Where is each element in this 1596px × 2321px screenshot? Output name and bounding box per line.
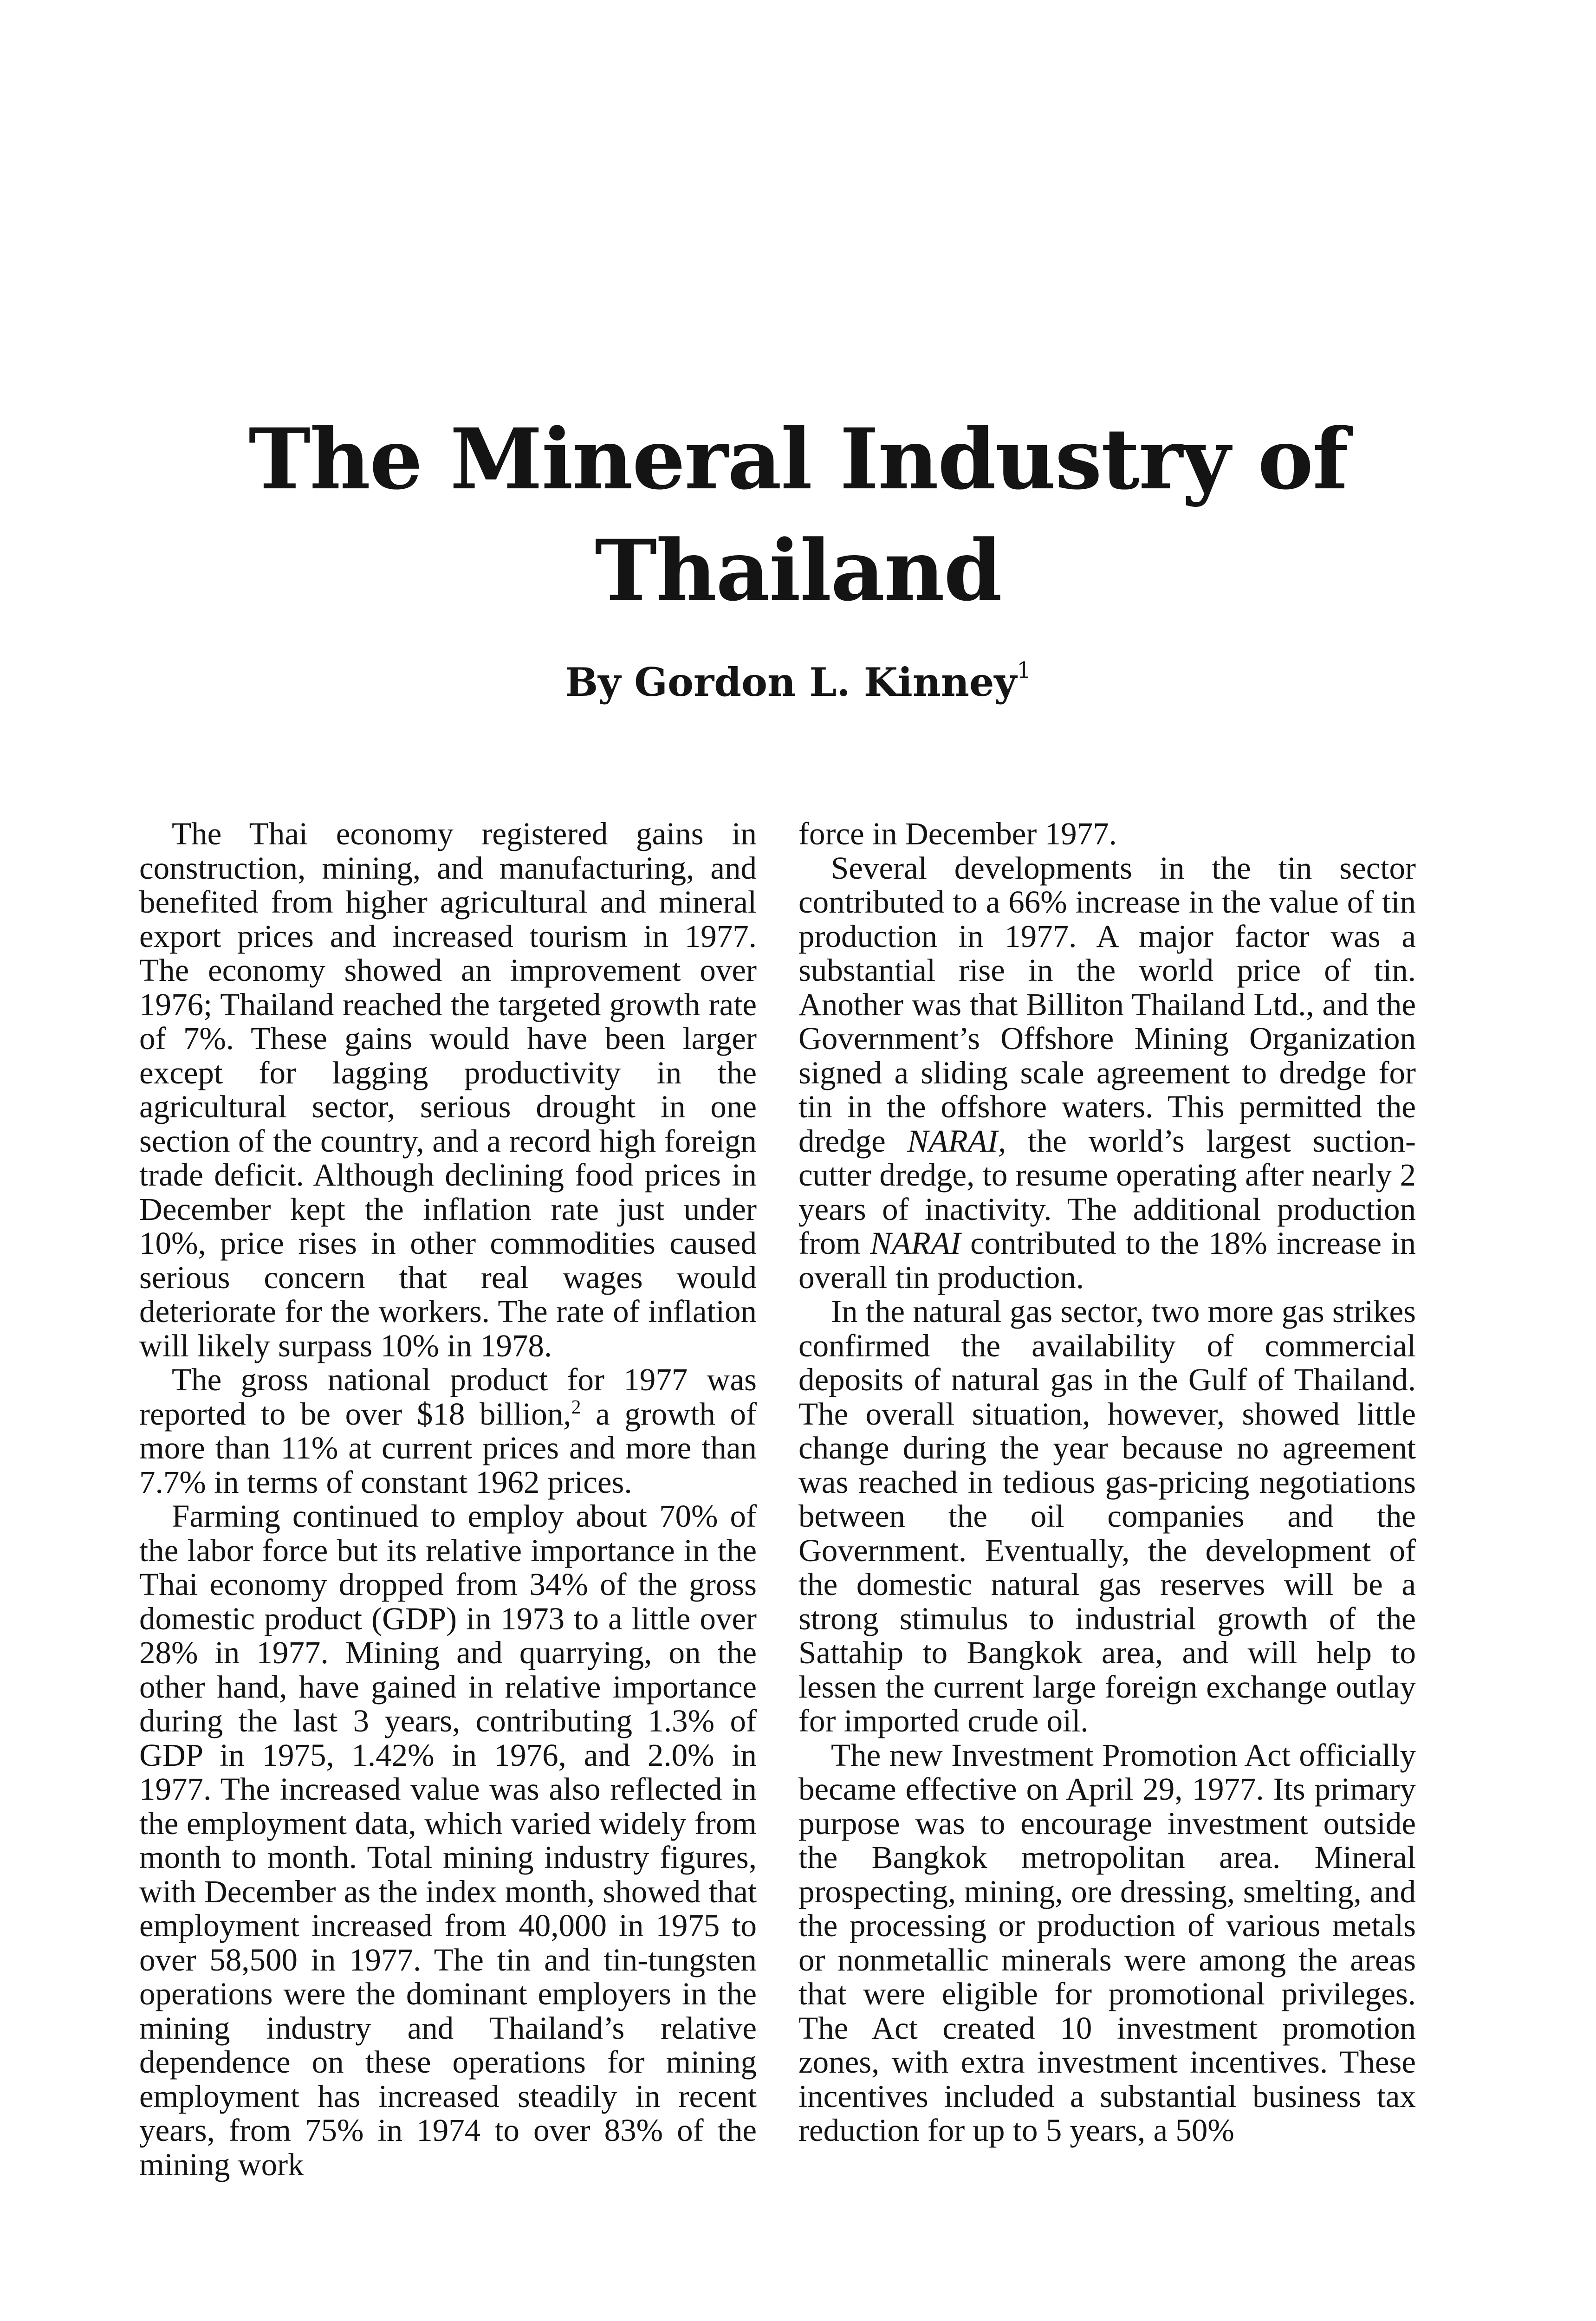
right-column xyxy=(798,817,1416,2148)
title-line-1: The Mineral Industry of xyxy=(248,410,1348,508)
paragraph-investment-act: The new Investment Promotion Act officially became effective on April 29, 1977. Its primary purpose was to encourage investment outside the Bangkok metropolitan area. Mineral prospecting, mining, ore dressing, smelting, and the processing or production of various metals or nonmetallic minerals were among the areas that were eligible for promotional privileges. The Act created 10 investment promotion zones, with extra investment incentives. These incentives included a substantial business tax reduction for up to 5 years, a 50% xyxy=(798,1737,1416,2148)
paragraph-economy: The Thai economy registered gains in construction, mining, and manufacturing, and benefited from higher agricultural and mineral export prices and increased tourism in 1977. The economy showed an improvement over 1976; Thailand reached the targeted growth rate of 7%. These gains would have been larger except for lagging productivity in the agricultural sector, serious drought in one section of the country, and a record high foreign trade deficit. Although declining food prices in December kept the inflation rate just under 10%, price rises in other commodities caused serious concern that real wages would deteriorate for the workers. The rate of inflation will likely surpass 10% in 1978. xyxy=(139,816,757,1363)
dredge-name-2: NARAI xyxy=(870,1225,961,1261)
paragraph-farming-mining: Farming continued to employ about 70% of the labor force but its relative importance in the Thai economy dropped from 34% of the gross domestic product (GDP) in 1973 to a little over 28% in 1977. Mining and quarrying, on the other hand, have gained in relative importance during the last 3 years, contributing 1.3% of GDP in 1975, 1.42% in 1976, and 2.0% in 1977. The increased value was also reflected in the employment data, which varied widely from month to month. Total mining industry figures, with December as the index month, showed that employment increased from 40,000 in 1975 to over 58,500 in 1977. The tin and tin-tungsten operations were the dominant employers in the mining industry and Thailand’s relative dependence on these operations for mining employment has increased steadily in recent years, from 75% in 1974 to over 83% of the mining work xyxy=(139,1498,757,2182)
paragraph-tin-sector xyxy=(798,851,1416,1295)
article-title xyxy=(0,404,1596,627)
dredge-name-1: NARAI, xyxy=(907,1123,1006,1159)
author-byline xyxy=(0,659,1596,705)
paragraph-gnp xyxy=(139,1363,757,1499)
author-footnote-marker: 1 xyxy=(1017,657,1031,683)
title-line-2: Thailand xyxy=(595,522,1001,620)
tin-text-1: Several developments in the tin sector contributed to a 66% increase in the value of tin production in 1977. A major factor was a substantial rise in the world price of tin. Another was that Billiton Thailand Ltd., and the Government’s Offshore Mining Organization signed a sliding scale agreement to dredge for tin in the offshore waters. This permitted the dredge xyxy=(798,850,1416,1159)
gnp-footnote-marker: 2 xyxy=(571,1396,581,1418)
author-name: By Gordon L. Kinney xyxy=(565,659,1017,705)
left-column xyxy=(139,817,757,2182)
gnp-text-after: a growth of more than 11% at current prices and more than 7.7% in terms of constant 1962 prices. xyxy=(139,1396,757,1500)
paragraph-natural-gas: In the natural gas sector, two more gas strikes confirmed the availability of commercial deposits of natural gas in the Gulf of Thailand. The overall situation, however, showed little change during the year because no agreement was reached in tedious gas-pricing negotiations between the oil companies and the Government. Eventually, the development of the domestic natural gas reserves will be a strong stimulus to industrial growth of the Sattahip to Bangkok area, and will help to lessen the current large foreign exchange outlay for imported crude oil. xyxy=(798,1294,1416,1738)
paragraph-continuation: force in December 1977. xyxy=(798,816,1117,851)
tin-text-2: the world’s largest suction-cutter dredge, to resume operating after nearly 2 years of inactivity. The additional production from xyxy=(798,1123,1416,1261)
gnp-text-before: The gross national product for 1977 was reported to be over $18 billion, xyxy=(139,1362,757,1432)
tin-text-3: contributed to the 18% increase in overall tin production. xyxy=(798,1225,1416,1295)
